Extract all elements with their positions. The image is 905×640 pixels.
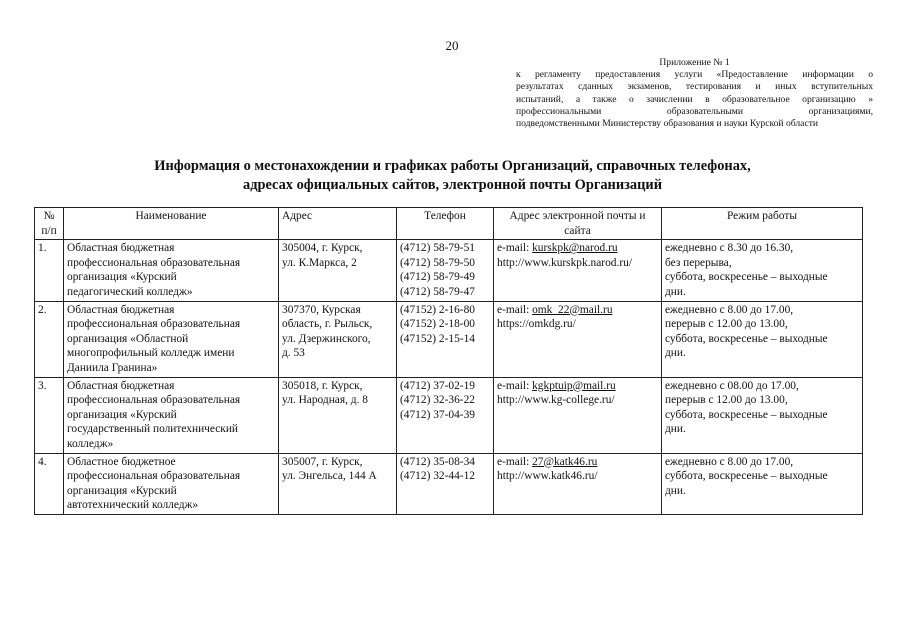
email-link[interactable]: 27@katk46.ru — [532, 455, 598, 468]
organization-name-line: автотехнический колледж» — [67, 499, 199, 512]
address-line: 305018, г. Курск, — [282, 379, 363, 392]
organization-address — [279, 453, 397, 514]
schedule-line: дни. — [665, 347, 686, 360]
organization-email-site — [494, 240, 662, 301]
header-phone: Телефон — [397, 208, 494, 240]
organization-name-line: Даниила Гранина» — [67, 361, 158, 374]
schedule-line: дни. — [665, 484, 686, 497]
document-title-line: Информация о местонахождении и графиках работы Организаций, справочных телефонах, — [154, 158, 751, 174]
address-line: ул. Дзержинского, — [282, 332, 371, 345]
row-number: 3. — [35, 377, 64, 453]
appendix-line: результатах сданных экзаменов, тестирования и иных вступительных — [516, 81, 873, 93]
organization-address — [279, 240, 397, 301]
header-schedule: Режим работы — [662, 208, 863, 240]
organization-name-line: Областная бюджетная — [67, 379, 175, 392]
email-link[interactable]: kgkptuip@mail.ru — [532, 379, 616, 392]
website-link[interactable]: http://www.katk46.ru/ — [497, 470, 598, 483]
organization-name — [64, 301, 279, 377]
organization-name — [64, 453, 279, 514]
email-link[interactable]: kurskpk@narod.ru — [532, 242, 618, 255]
organization-address — [279, 301, 397, 377]
schedule-line: дни. — [665, 285, 686, 298]
address-line: область, г. Рыльск, — [282, 318, 373, 331]
table-row — [35, 453, 863, 514]
schedule-line: ежедневно с 08.00 до 17.00, — [665, 379, 799, 392]
organization-address — [279, 377, 397, 453]
address-line: д. 53 — [282, 347, 305, 360]
phone-number: (4712) 37-04-39 — [400, 408, 475, 421]
header-name: Наименование — [64, 208, 279, 240]
website-link[interactable]: http://www.kg-college.ru/ — [497, 394, 615, 407]
phone-number: (4712) 58-79-49 — [400, 271, 475, 284]
appendix-line: профессиональными образовательными организациями, — [516, 105, 873, 117]
organization-phones — [397, 301, 494, 377]
organization-schedule — [662, 240, 863, 301]
appendix-line: испытаний, а также о зачислении в образовательное организацию » — [516, 93, 873, 105]
schedule-line: суббота, воскресенье – выходные — [665, 332, 828, 345]
organization-email-site — [494, 453, 662, 514]
organization-name-line: организация «Курский — [67, 484, 177, 497]
organization-name-line: колледж» — [67, 437, 114, 450]
organization-schedule — [662, 377, 863, 453]
organization-name-line: педагогический колледж» — [67, 285, 193, 298]
phone-number: (4712) 32-36-22 — [400, 394, 475, 407]
email-label: e-mail: — [497, 242, 533, 255]
address-line: ул. Народная, д. 8 — [282, 394, 368, 407]
phone-number: (4712) 37-02-19 — [400, 379, 475, 392]
phone-number: (4712) 35-08-34 — [400, 455, 475, 468]
organization-name-line: многопрофильный колледж имени — [67, 347, 235, 360]
organization-name-line: профессиональная образовательная — [67, 470, 241, 483]
schedule-line: перерыв с 12.00 до 13.00, — [665, 394, 788, 407]
table-row — [35, 377, 863, 453]
organization-phones — [397, 453, 494, 514]
email-line — [497, 241, 658, 256]
organization-name-line: организация «Областной — [67, 332, 189, 345]
row-number: 2. — [35, 301, 64, 377]
schedule-line: ежедневно с 8.00 до 17.00, — [665, 303, 794, 316]
schedule-line: суббота, воскресенье – выходные — [665, 470, 828, 483]
phone-number: (47152) 2-15-14 — [400, 332, 475, 345]
address-line: 305007, г. Курск, — [282, 455, 363, 468]
schedule-line: дни. — [665, 423, 686, 436]
header-num: № п/п — [35, 208, 64, 240]
appendix-block — [516, 57, 873, 130]
email-line — [497, 303, 658, 318]
row-number: 4. — [35, 453, 64, 514]
table-row — [35, 301, 863, 377]
organization-schedule — [662, 301, 863, 377]
table-header-row — [35, 208, 863, 240]
organizations-table — [34, 207, 863, 515]
organization-name-line: Областная бюджетная — [67, 242, 175, 255]
schedule-line: перерыв с 12.00 до 13.00, — [665, 318, 788, 331]
table-row — [35, 240, 863, 301]
schedule-line: суббота, воскресенье – выходные — [665, 408, 828, 421]
organization-name-line: профессиональная образовательная — [67, 256, 241, 269]
appendix-title: Приложение № 1 — [659, 57, 730, 68]
email-link[interactable]: omk_22@mail.ru — [532, 303, 613, 316]
organization-name-line: организация «Курский — [67, 408, 177, 421]
document-title-line: адресах официальных сайтов, электронной почты Организаций — [243, 177, 662, 193]
schedule-line: ежедневно с 8.30 до 16.30, — [665, 242, 794, 255]
organization-name-line: организация «Курский — [67, 271, 177, 284]
schedule-line: ежедневно с 8.00 до 17.00, — [665, 455, 794, 468]
email-line — [497, 379, 658, 394]
page-number: 20 — [445, 38, 459, 53]
header-address: Адрес — [279, 208, 397, 240]
organization-phones — [397, 240, 494, 301]
organization-email-site — [494, 377, 662, 453]
document-title — [80, 157, 825, 195]
address-line: 305004, г. Курск, — [282, 242, 363, 255]
header-email-site: Адрес электронной почты и сайта — [494, 208, 662, 240]
organization-name-line: Областная бюджетная — [67, 303, 175, 316]
schedule-line: без перерыва, — [665, 256, 732, 269]
address-line: ул. К.Маркса, 2 — [282, 256, 357, 269]
appendix-line: к регламенту предоставления услуги «Предоставление информации о — [516, 69, 873, 81]
row-number: 1. — [35, 240, 64, 301]
organization-email-site — [494, 301, 662, 377]
address-line: 307370, Курская — [282, 303, 361, 316]
organization-name-line: Областное бюджетное — [67, 455, 176, 468]
phone-number: (47152) 2-16-80 — [400, 303, 475, 316]
email-line — [497, 455, 658, 470]
email-label: e-mail: — [497, 379, 533, 392]
phone-number: (47152) 2-18-00 — [400, 318, 475, 331]
phone-number: (4712) 58-79-51 — [400, 242, 475, 255]
appendix-line: подведомственными Министерству образования и науки Курской области — [516, 118, 819, 130]
organization-schedule — [662, 453, 863, 514]
email-label: e-mail: — [497, 455, 533, 468]
organization-name-line: профессиональная образовательная — [67, 318, 241, 331]
address-line: ул. Энгельса, 144 А — [282, 470, 377, 483]
phone-number: (4712) 58-79-47 — [400, 285, 475, 298]
schedule-line: суббота, воскресенье – выходные — [665, 271, 828, 284]
website-link[interactable]: https://omkdg.ru/ — [497, 318, 576, 331]
website-link[interactable]: http://www.kurskpk.narod.ru/ — [497, 256, 632, 269]
organization-name — [64, 240, 279, 301]
email-label: e-mail: — [497, 303, 533, 316]
organization-phones — [397, 377, 494, 453]
organization-name-line: государственный политехнический — [67, 423, 239, 436]
phone-number: (4712) 58-79-50 — [400, 256, 475, 269]
phone-number: (4712) 32-44-12 — [400, 470, 475, 483]
organization-name — [64, 377, 279, 453]
organization-name-line: профессиональная образовательная — [67, 394, 241, 407]
